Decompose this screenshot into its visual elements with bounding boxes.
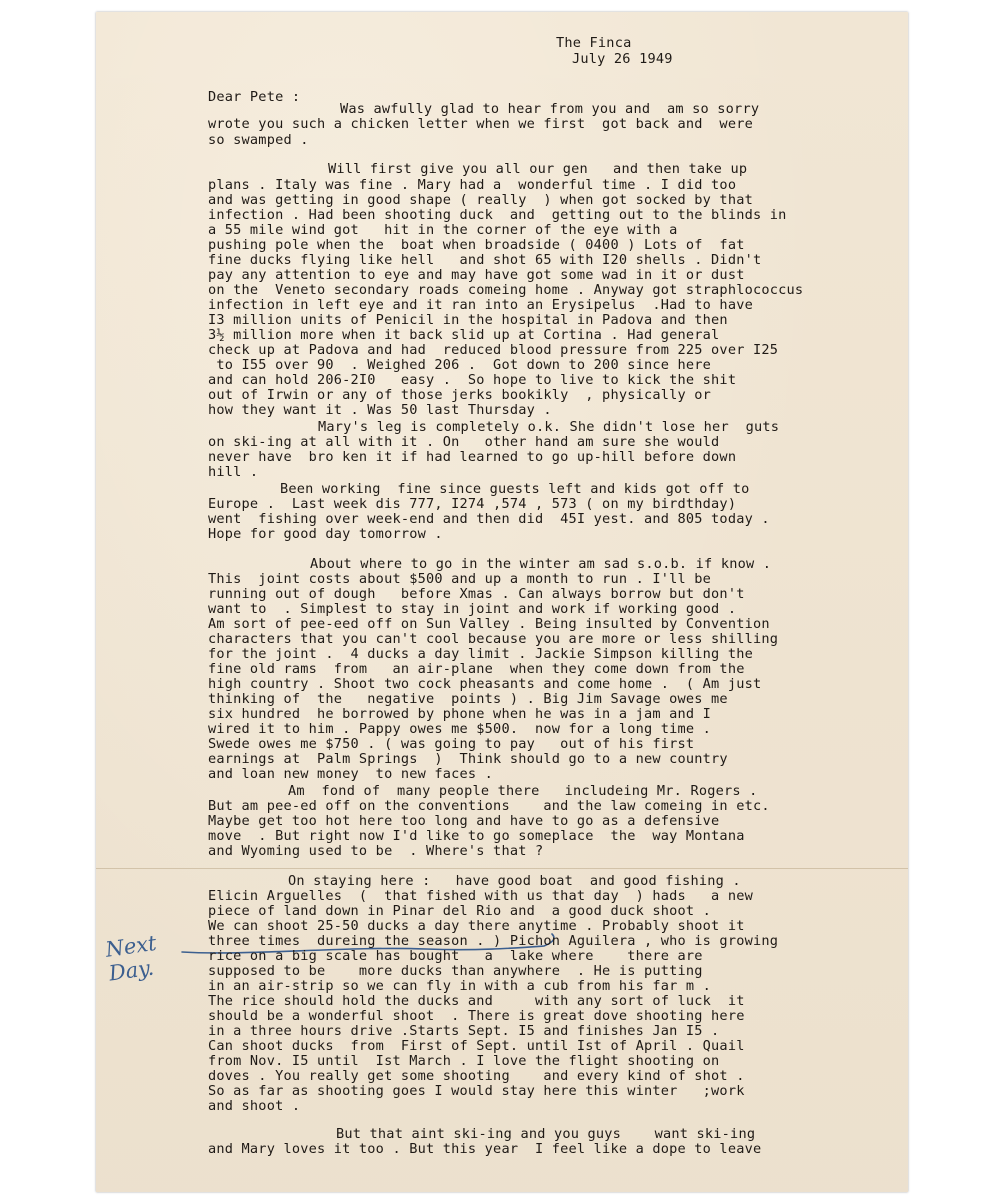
letter-line: running out of dough before Xmas . Can always borrow but don't [208, 586, 745, 602]
letter-line: Hope for good day tomorrow . [208, 526, 443, 542]
letter-line: The rice should hold the ducks and with any sort of luck it [208, 993, 745, 1009]
paper-fold-crease [96, 868, 908, 869]
handwritten-note-line: Next [104, 930, 158, 962]
letter-line: Will first give you all our gen and then take up [328, 161, 748, 177]
letter-line: Was awfully glad to hear from you and am so sorry [340, 101, 760, 117]
letter-line: and shoot . [208, 1098, 301, 1114]
letter-line: check up at Padova and had reduced blood pressure from 225 over I25 [208, 342, 779, 358]
letter-line: But that aint ski-ing and you guys want ski-ing [336, 1126, 756, 1142]
letter-line: Elicin Arguelles ( that fished with us that day ) hads a new [208, 888, 753, 904]
letter-line: Maybe get too hot here too long and have to go as a defensive [208, 813, 720, 829]
letter-line: a 55 mile wind got hit in the corner of the eye with a [208, 222, 678, 238]
letter-line: Swede owes me $750 . ( was going to pay out of his first [208, 736, 695, 752]
letter-line: Can shoot ducks from First of Sept. until Ist of April . Quail [208, 1038, 745, 1054]
letter-line: wired it to him . Pappy owes me $500. now for a long time . [208, 721, 712, 737]
letter-line: Europe . Last week dis 777, I274 ,574 , 573 ( on my birdthday) [208, 496, 737, 512]
letter-line: and Wyoming used to be . Where's that ? [208, 843, 544, 859]
letter-line: Been working fine since guests left and kids got off to [280, 481, 750, 497]
letter-line: pay any attention to eye and may have got some wad in it or dust [208, 267, 745, 283]
letter-line: fine ducks flying like hell and shot 65 with I20 shells . Didn't [208, 252, 762, 268]
handwritten-note-line: Day. [107, 955, 156, 986]
letter-line: wrote you such a chicken letter when we first got back and were [208, 116, 753, 132]
letter-line: should be a wonderful shoot . There is great dove shooting here [208, 1008, 745, 1024]
letter-line: went fishing over week-end and then did 45I yest. and 805 today . [208, 511, 770, 527]
letter-line: move . But right now I'd like to go someplace the way Montana [208, 828, 745, 844]
letter-line: out of Irwin or any of those jerks bookikly , physically or [208, 387, 712, 403]
letter-line: Am sort of pee-eed off on Sun Valley . Being insulted by Convention [208, 616, 770, 632]
letter-line: six hundred he borrowed by phone when he was in a jam and I [208, 706, 712, 722]
letter-line: to I55 over 90 . Weighed 206 . Got down to 200 since here [208, 357, 712, 373]
letter-line: We can shoot 25-50 ducks a day there anytime . Probably shoot it [208, 918, 745, 934]
letter-line: high country . Shoot two cock pheasants and come home . ( Am just [208, 676, 762, 692]
letter-line: in a three hours drive .Starts Sept. I5 and finishes Jan I5 . [208, 1023, 720, 1039]
letter-line: in an air-strip so we can fly in with a cub from his far m . [208, 978, 712, 994]
letter-line: fine old rams from an air-plane when they come down from the [208, 661, 745, 677]
letter-line: and was getting in good shape ( really ) when got socked by that [208, 192, 753, 208]
letter-line: never have bro ken it if had learned to go up-hill before down [208, 449, 737, 465]
letter-line: on ski-ing at all with it . On other hand am sure she would [208, 434, 720, 450]
handwritten-note [104, 931, 161, 986]
letter-line: But am pee-ed off on the conventions and the law comeing in etc. [208, 798, 770, 814]
letter-line: for the joint . 4 ducks a day limit . Jackie Simpson killing the [208, 646, 753, 662]
letter-line: hill . [208, 464, 259, 480]
letter-line: thinking of the negative points ) . Big Jim Savage owes me [208, 691, 728, 707]
letter-line: and loan new money to new faces . [208, 766, 494, 782]
letter-line: I3 million units of Penicil in the hospital in Padova and then [208, 312, 728, 328]
letter-line: Am fond of many people there includeing Mr. Rogers . [288, 783, 758, 799]
letter-line: and Mary loves it too . But this year I feel like a dope to leave [208, 1141, 762, 1157]
letter-line: pushing pole when the boat when broadside ( 0400 ) Lots of fat [208, 237, 745, 253]
letter-line: So as far as shooting goes I would stay here this winter ;work [208, 1083, 745, 1099]
letter-line: infection . Had been shooting duck and getting out to the blinds in [208, 207, 787, 223]
letter-line: supposed to be more ducks than anywhere . He is putting [208, 963, 703, 979]
letter-line: from Nov. I5 until Ist March . I love the flight shooting on [208, 1053, 720, 1069]
letter-line: doves . You really get some shooting and every kind of shot . [208, 1068, 745, 1084]
letter-line: On staying here : have good boat and good fishing . [288, 873, 741, 889]
letter-line: so swamped . [208, 132, 309, 148]
letter-line: rice on a big scale has bought a lake where there are [208, 948, 703, 964]
letter-salutation: Dear Pete : [208, 89, 301, 105]
letter-line: piece of land down in Pinar del Rio and a good duck shoot . [208, 903, 712, 919]
letter-line: This joint costs about $500 and up a month to run . I'll be [208, 571, 712, 587]
letter-line: and can hold 206-2I0 easy . So hope to live to kick the shit [208, 372, 737, 388]
letter-line: want to . Simplest to stay in joint and work if working good . [208, 601, 737, 617]
letter-line: Mary's leg is completely o.k. She didn't lose her guts [318, 419, 780, 435]
letter-place: The Finca [556, 35, 632, 51]
letter-paper [96, 12, 908, 1192]
letter-line: three times dureing the season . ) Pichon Aguilera , who is growing [208, 933, 779, 949]
letter-line: infection in left eye and it ran into an Erysipelus .Had to have [208, 297, 753, 313]
letter-line: characters that you can't cool because you are more or less shilling [208, 631, 779, 647]
letter-line: About where to go in the winter am sad s.o.b. if know . [310, 556, 772, 572]
letter-line: how they want it . Was 50 last Thursday . [208, 402, 552, 418]
letter-line: earnings at Palm Springs ) Think should go to a new country [208, 751, 728, 767]
letter-line: plans . Italy was fine . Mary had a wonderful time . I did too [208, 177, 737, 193]
letter-line: on the Veneto secondary roads comeing home . Anyway got straphlococcus [208, 282, 804, 298]
letter-line: 3½ million more when it back slid up at Cortina . Had general [208, 327, 720, 343]
letter-date: July 26 1949 [572, 51, 673, 67]
